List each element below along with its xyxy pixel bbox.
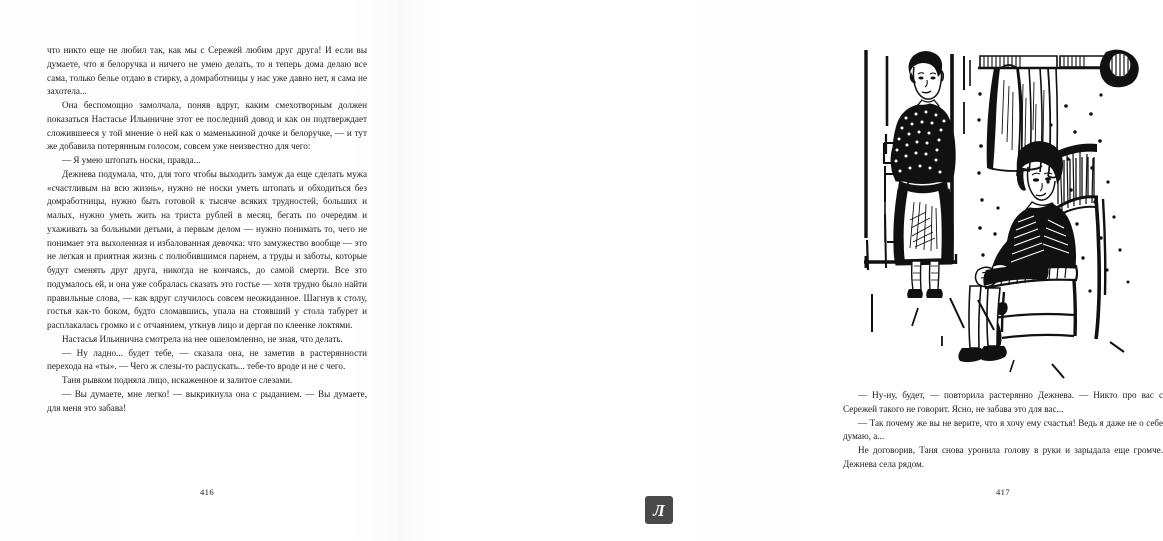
paragraph: что никто еще не любил так, как мы с Сережей любим друг друга! И если вы думаете, что я белоручка и ничего не умею делать, то я теперь дома делаю все сама, только белье отдаю в стирку, а домработницы у нас уже давно нет, я сама не захотела... (47, 45, 367, 97)
paragraph: Дежнева подумала, что, для того чтобы выходить замуж да еще сделать мужа «счастливым на всю жизнь», нужно не носки уметь штопать и обходиться без домработницы, нужно быть готовой к тысяче всяких трудностей, больших и малых, нужно уметь жить на триста рублей в месяц, бегать по очередям и ухаживать за больными детьми, а первым делом — нужно понимать то, чего не понимает эта выхоленная и избалованная девочка: что замужество вообще — это не легкая и приятная жизнь с полюбившимся парнем, а труды и заботы, которые будут сменять друг друга, никогда не кончаясь, до самой смерти. Все это подумалось ей, и она уже собралась сказать это гостье — хотя трудно было найти правильные слова, — как вдруг случилось совсем неожиданное. Шагнув к столу, гостья как-то боком, будто сломавшись, упала на стоявший у стола табурет и расплакалась громко и с отчаянием, уткнув лицо и дергая по клеенке локтями. (47, 168, 367, 330)
standing-woman (891, 51, 956, 298)
page-number-left: 416 (199, 487, 215, 497)
right-page (400, 0, 1163, 541)
paragraph: — Вы думаете, мне легко! — выкрикнула она с рыданием. — Вы думаете, для меня это забава! (47, 388, 367, 413)
labirint-watermark (645, 496, 673, 524)
page-number-right: 417 (995, 487, 1011, 497)
paragraph: Таня рывком подняла лицо, искаженное и залитое слезами. (62, 375, 293, 385)
paragraph: — Так почему же вы не верите, что я хочу ему счастья! Ведь я даже не о себе думаю, а... (843, 417, 1163, 442)
left-page (0, 0, 400, 541)
paragraph: Настасья Ильинична смотрела на нее ошеломленно, не зная, что делать. (62, 333, 343, 344)
right-page-textblock (843, 389, 1163, 472)
paragraph: Не договорив, Таня снова уронила голову в руки и зарыдала еще громче. Дежнева села рядом. (843, 445, 1163, 469)
wall-clock (1100, 50, 1139, 88)
illustration (852, 42, 1152, 378)
watermark-letter: Л (653, 500, 665, 520)
paragraph: — Я умею штопать носки, правда... (62, 155, 201, 165)
paragraph: — Ну-ну, будет, — повторила растерянно Дежнева. — Никто про вас с Сережей такого не говорит. Ясно, не забава это для вас... (843, 390, 1163, 414)
left-page-textblock (47, 44, 367, 415)
paragraph: — Ну ладно... будет тебе, — сказала она, не заметив в растерянности перехода на «ты». — Чего ж слезы-то распускать... тебе-то вроде и не с чего. (47, 347, 367, 372)
paragraph: Она беспомощно замолчала, поняв вдруг, каким смехотворным должен показаться Настасье Ильиничне этот ее последний довод и как он подтверждает сложившееся у той мнение о ней как о маменькиной дочке и белоручке, — и тут же добавила потерянным голосом, совсем уже неизвестно для чего: (47, 100, 367, 152)
